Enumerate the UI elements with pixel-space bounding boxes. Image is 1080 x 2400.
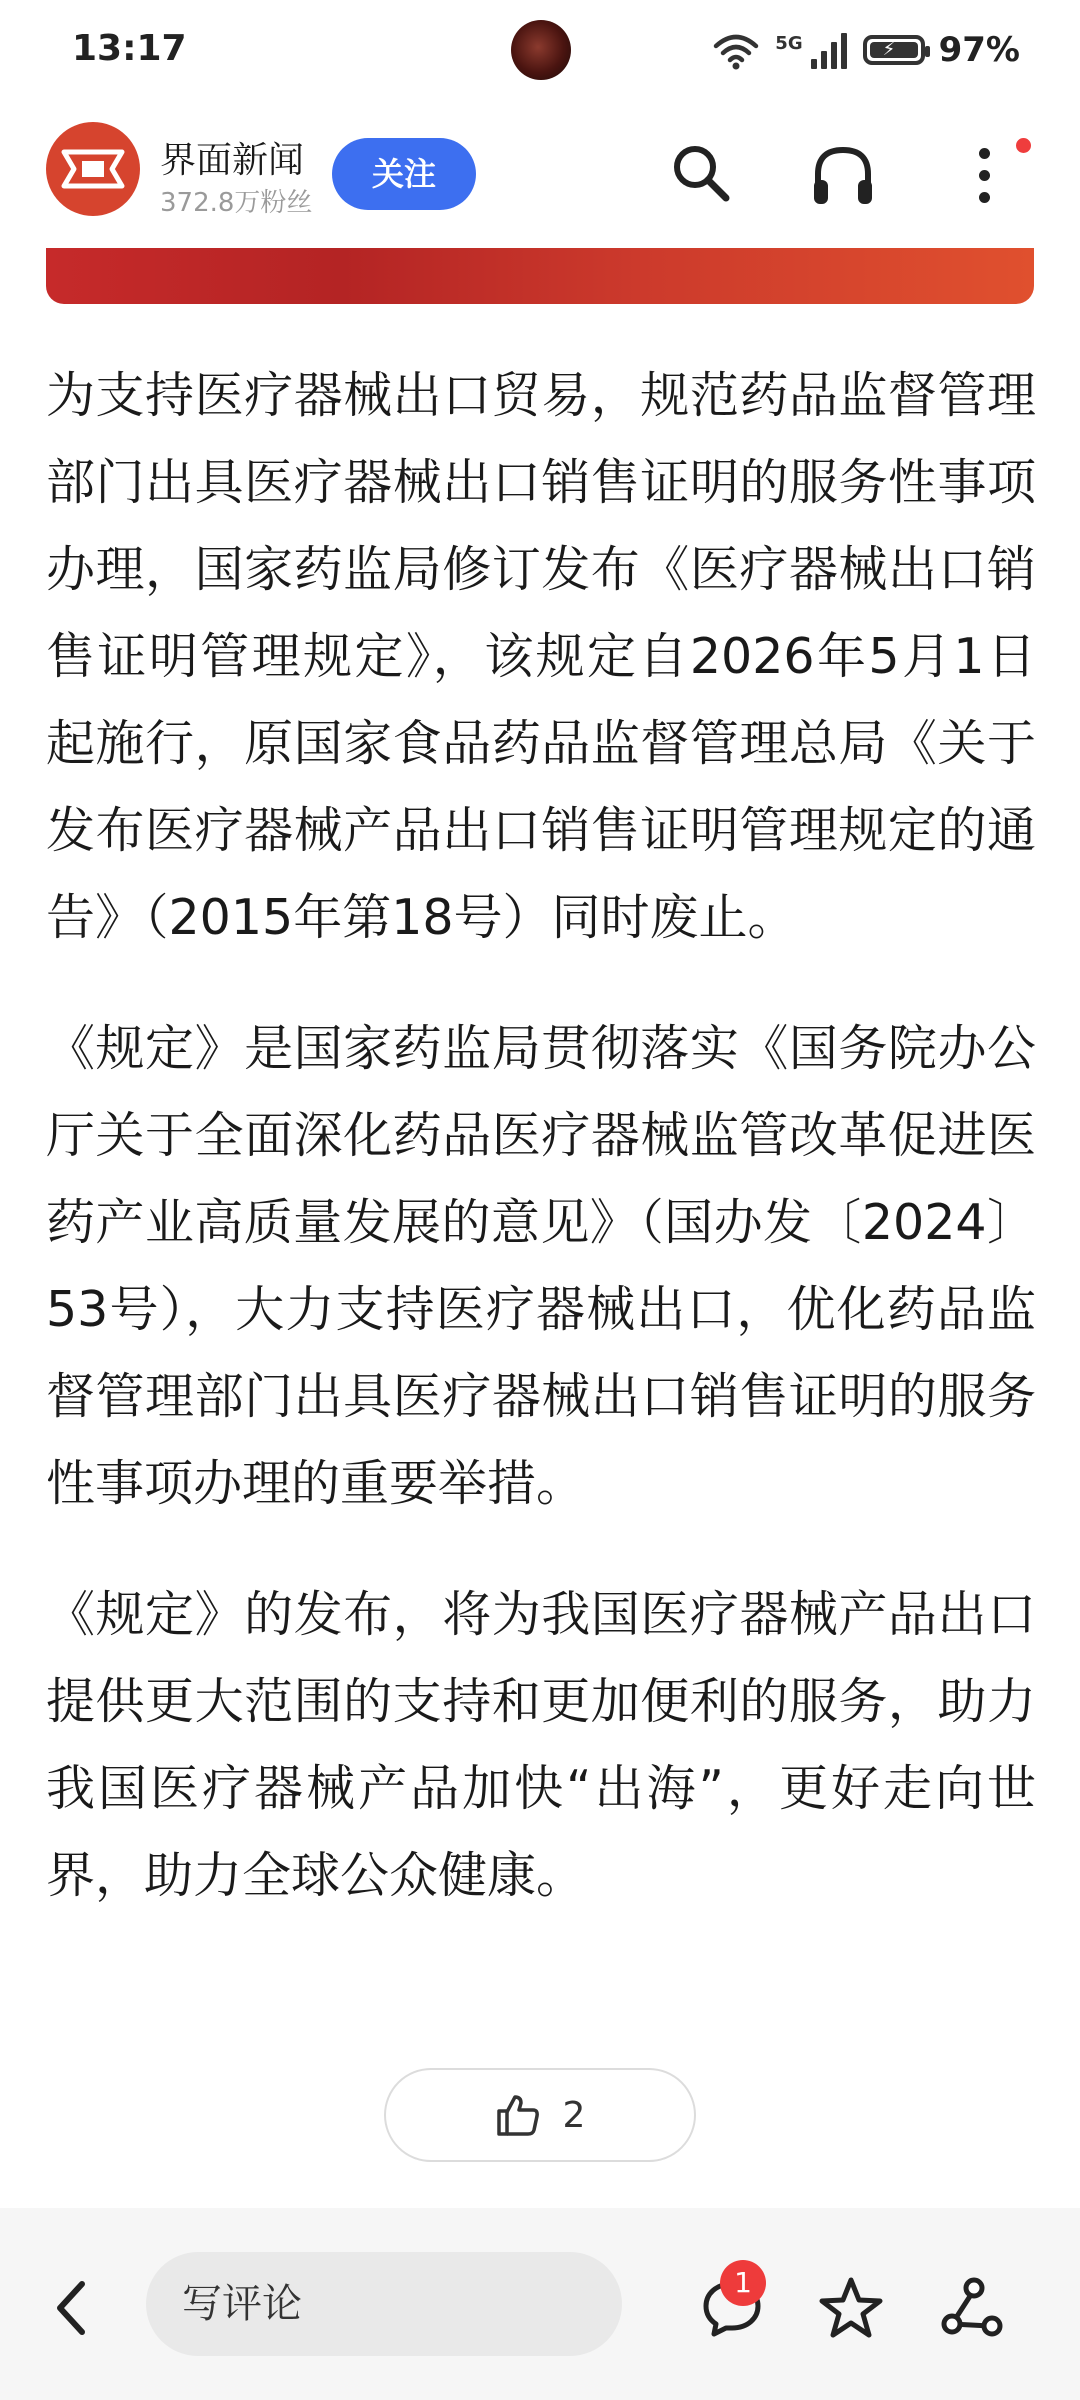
follow-button[interactable]: 关注 xyxy=(332,138,476,210)
battery-icon: ⚡ xyxy=(863,35,925,65)
notification-dot xyxy=(1016,138,1031,153)
bottom-action-bar xyxy=(0,2208,1080,2400)
more-icon[interactable] xyxy=(960,130,1010,220)
article-header xyxy=(0,110,1080,240)
front-camera xyxy=(511,20,571,80)
status-time: 13:17 xyxy=(72,28,187,69)
article-paragraph: 《规定》的发布，将为我国医疗器械产品出口提供更大范围的支持和更加便利的服务，助力我国医疗器械产品加快“出海”，更好走向世界，助力全球公众健康。 xyxy=(46,1586,1036,1904)
like-count: 2 xyxy=(562,2094,586,2136)
wifi-icon xyxy=(711,30,761,70)
article-banner-image xyxy=(46,248,1034,304)
article-body xyxy=(46,352,1036,1963)
publisher-name[interactable]: 界面新闻 xyxy=(160,140,305,181)
back-icon[interactable] xyxy=(52,2280,92,2336)
article-paragraph: 《规定》是国家药监局贯彻落实《国务院办公厅关于全面深化药品医疗器械监管改革促进医药产业高质量发展的意见》（国办发〔2024〕53号），大力支持医疗器械出口，优化药品监督管理部门出具医疗器械出口销售证明的服务性事项办理的重要举措。 xyxy=(46,1020,1036,1512)
network-type: 5G xyxy=(775,32,803,54)
search-icon[interactable] xyxy=(668,140,734,206)
article-paragraph: 为支持医疗器械出口贸易，规范药品监督管理部门出具医疗器械出口销售证明的服务性事项办理，国家药监局修订发布《医疗器械出口销售证明管理规定》，该规定自2026年5月1日起施行，原国家食品药品监督管理总局《关于发布医疗器械产品出口销售证明管理规定的通告》（2015年第18号）同时废止。 xyxy=(46,367,1036,946)
signal-icon xyxy=(809,31,849,69)
headset-icon[interactable] xyxy=(808,140,878,210)
status-icons xyxy=(711,26,1020,74)
publisher-followers: 372.8万粉丝 xyxy=(160,188,313,218)
thumbs-up-icon xyxy=(495,2093,541,2137)
comment-input[interactable]: 写评论 xyxy=(146,2252,622,2356)
star-icon[interactable] xyxy=(818,2276,884,2340)
share-icon[interactable] xyxy=(938,2276,1004,2340)
like-button[interactable] xyxy=(384,2068,696,2162)
battery-percentage: 97% xyxy=(938,30,1020,70)
publisher-logo[interactable] xyxy=(46,122,140,216)
status-bar xyxy=(0,0,1080,100)
comment-count-badge: 1 xyxy=(720,2260,766,2306)
